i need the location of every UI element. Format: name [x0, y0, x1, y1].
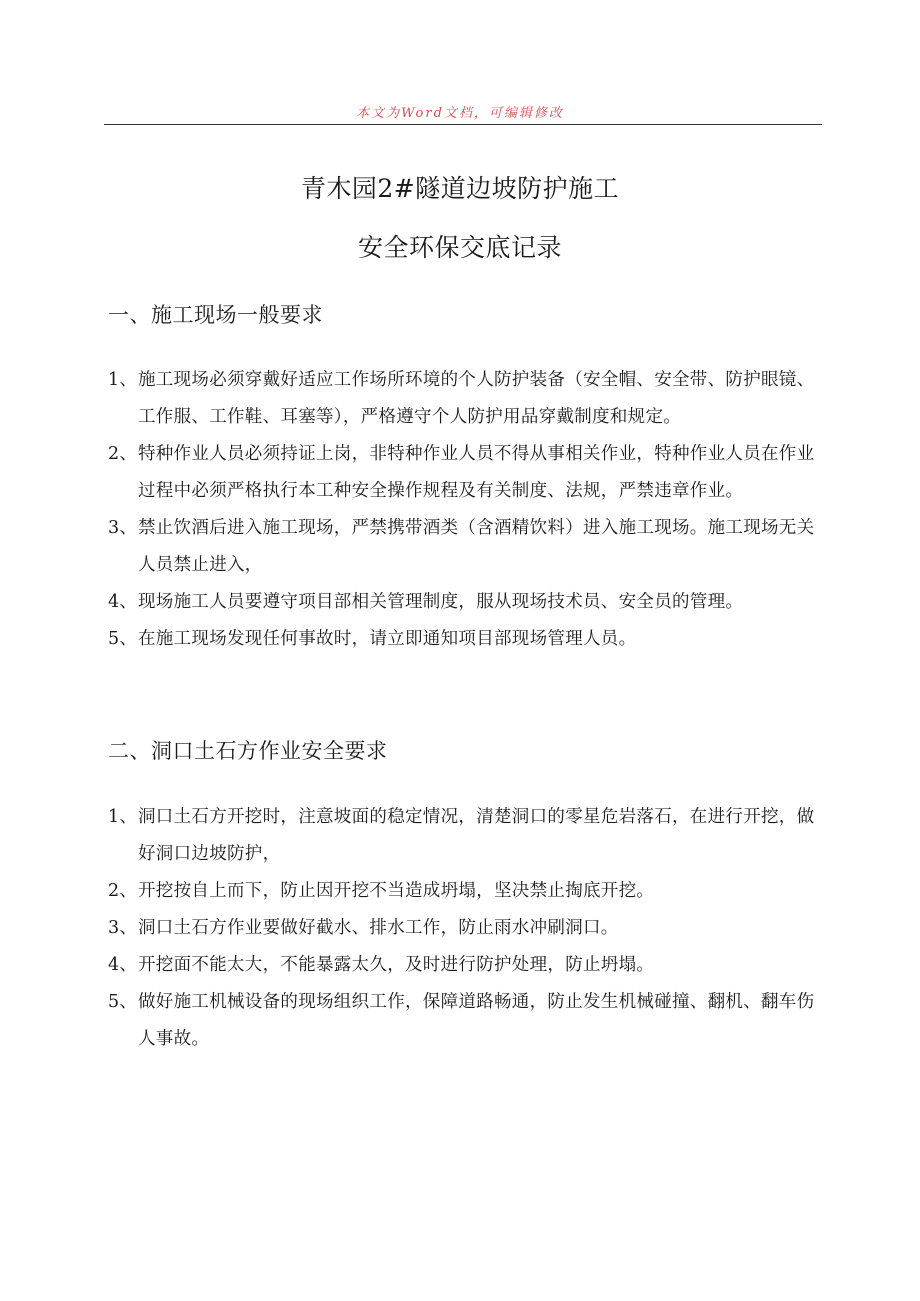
item-number: 1、	[108, 370, 138, 390]
document-subtitle: 安全环保交底记录	[357, 233, 562, 262]
requirements-list	[108, 799, 828, 1058]
section-heading: 一、施工现场一般要求	[108, 303, 323, 327]
item-text: 禁止饮酒后进入施工现场，严禁携带酒类（含酒精饮料）进入施工现场。施工现场无关人员禁止进入，	[138, 518, 815, 575]
list-item	[108, 362, 828, 436]
list-item	[108, 984, 828, 1058]
item-text: 开挖面不能太大，不能暴露太久，及时进行防护处理，防止坍塌。	[138, 955, 655, 975]
header-note: 本文为Word文档，可编辑修改	[356, 106, 564, 121]
item-number: 4、	[108, 592, 138, 612]
item-number: 3、	[108, 518, 138, 538]
item-text: 做好施工机械设备的现场组织工作，保障道路畅通，防止发生机械碰撞、翻机、翻车伤人事故。	[138, 992, 815, 1049]
item-number: 1、	[108, 807, 138, 827]
item-text: 施工现场必须穿戴好适应工作场所环境的个人防护装备（安全帽、安全带、防护眼镜、工作服、工作鞋、耳塞等），严格遵守个人防护用品穿戴制度和规定。	[138, 370, 815, 427]
list-item	[108, 621, 828, 658]
item-number: 2、	[108, 444, 138, 464]
section-heading: 二、洞口土石方作业安全要求	[108, 739, 388, 763]
item-number: 5、	[108, 992, 138, 1012]
item-text: 开挖按自上而下，防止因开挖不当造成坍塌，坚决禁止掏底开挖。	[138, 881, 655, 901]
list-item	[108, 947, 828, 984]
requirements-list	[108, 362, 828, 658]
list-item	[108, 873, 828, 910]
item-text: 洞口土石方开挖时，注意坡面的稳定情况，清楚洞口的零星危岩落石，在进行开挖，做好洞口边坡防护，	[138, 807, 815, 864]
list-item	[108, 799, 828, 873]
item-text: 在施工现场发现任何事故时，请立即通知项目部现场管理人员。	[138, 629, 637, 649]
item-number: 3、	[108, 918, 138, 938]
list-item	[108, 510, 828, 584]
item-text: 洞口土石方作业要做好截水、排水工作，防止雨水冲刷洞口。	[138, 918, 619, 938]
document-title: 青木园2#隧道边坡防护施工	[300, 174, 620, 203]
item-number: 4、	[108, 955, 138, 975]
item-text: 特种作业人员必须持证上岗，非特种作业人员不得从事相关作业，特种作业人员在作业过程中必须严格执行本工种安全操作规程及有关制度、法规，严禁违章作业。	[138, 444, 815, 501]
item-number: 5、	[108, 629, 138, 649]
item-number: 2、	[108, 881, 138, 901]
list-item	[108, 584, 828, 621]
list-item	[108, 910, 828, 947]
item-text: 现场施工人员要遵守项目部相关管理制度，服从现场技术员、安全员的管理。	[138, 592, 744, 612]
list-item	[108, 436, 828, 510]
header-divider	[104, 124, 822, 125]
